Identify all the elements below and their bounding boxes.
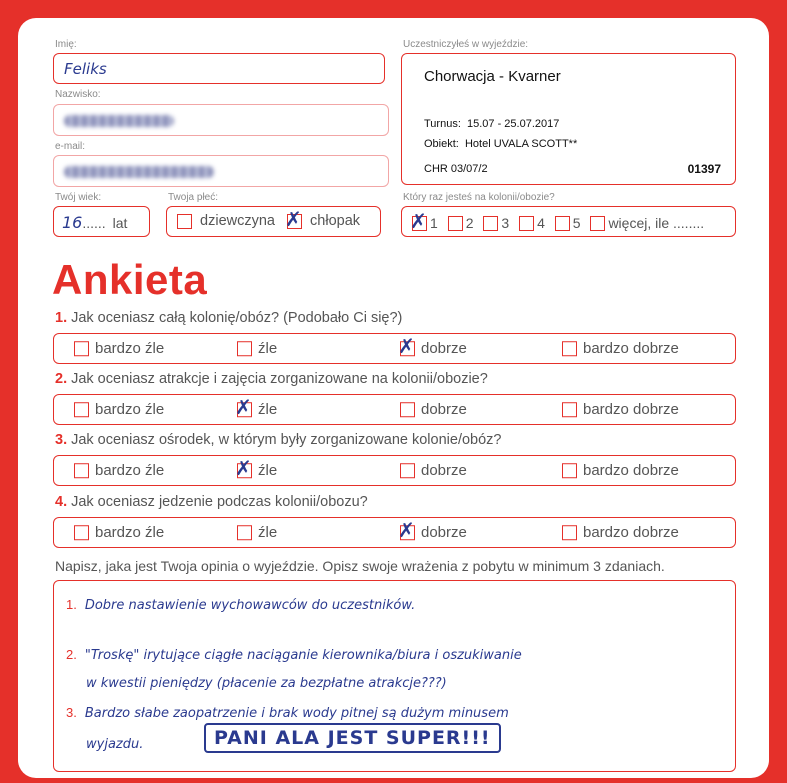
age-dots: ...... [82,215,106,231]
gender-boy-checkbox[interactable]: ✗ [285,206,302,231]
question-2-option-4[interactable] [562,401,679,419]
option-label: źle [258,340,278,358]
option-label: dobrze [421,524,467,542]
times-more-checkbox[interactable] [590,216,605,231]
first-name-field[interactable] [53,53,385,84]
trip-number: 01397 [687,162,721,176]
question-4-text: 4. Jak oceniasz jedzenie podczas kolonii/obozu? [55,494,368,510]
opinion-line-3b: wyjazdu. [86,737,144,752]
opinion-line-2: 2. "Troskę" irytujące ciągłe naciąganie kierownika/biura i oszukiwanie [66,647,522,663]
checkbox[interactable] [562,402,577,417]
times-4-label: 4 [537,215,545,232]
option-label: bardzo źle [95,524,165,542]
question-1-option-1[interactable] [74,340,164,358]
checkbox[interactable] [237,525,252,540]
checkbox[interactable] [562,463,577,478]
email-field[interactable] [53,155,389,187]
checkbox[interactable] [237,341,252,356]
question-4-option-3[interactable] [398,518,467,543]
option-label: bardzo dobrze [583,462,679,480]
option-label: bardzo dobrze [583,340,679,358]
times-label: Który raz jesteś na kolonii/obozie? [403,192,555,203]
question-1-text: 1. Jak oceniasz całą kolonię/obóz? (Podobało Ci się?) [55,310,403,326]
option-label: bardzo dobrze [583,524,679,542]
trip-name: Chorwacja - Kvarner [424,68,561,85]
opinion-line-2b: w kwestii pieniędzy (płacenie za bezpłatne atrakcje???) [86,676,447,691]
gender-field [166,206,381,237]
question-1-option-4[interactable] [562,340,679,358]
checkbox[interactable] [74,341,89,356]
question-3-text: 3. Jak oceniasz ośrodek, w którym były zorganizowane kolonie/obóz? [55,432,502,448]
times-5-checkbox[interactable] [555,216,570,231]
survey-title: Ankieta [52,256,208,303]
trip-obiekt: Obiekt: Hotel UVALA SCOTT** [424,138,578,150]
option-label: bardzo źle [95,462,165,480]
survey-sheet [18,18,769,778]
times-more-label: więcej, ile ........ [608,215,705,232]
times-1-checkbox[interactable]: ✗ [410,208,427,233]
last-name-label: Nazwisko: [55,89,101,100]
checkbox[interactable]: ✗ [398,518,415,543]
trip-code: CHR 03/07/2 [424,163,488,175]
option-label: źle [258,524,278,542]
question-2-option-3[interactable] [400,401,467,419]
checkbox[interactable] [74,402,89,417]
checkbox[interactable]: ✗ [398,334,415,359]
times-2-label: 2 [465,215,474,232]
question-3-option-4[interactable] [562,462,679,480]
age-value: 16 [62,213,83,232]
opinion-prompt: Napisz, jaka jest Twoja opinia o wyjeździe. Opisz swoje wrażenia z pobytu w minimum 3 zdaniach. [55,558,665,574]
option-label: źle [258,401,278,419]
times-4-checkbox[interactable] [519,216,534,231]
gender-girl-checkbox[interactable] [177,214,192,229]
question-4-options [53,517,736,548]
trip-info-box [401,53,736,185]
times-2-checkbox[interactable] [448,216,463,231]
question-3-options [53,455,736,486]
last-name-field[interactable] [53,104,389,136]
trip-turnus: Turnus: 15.07 - 25.07.2017 [424,118,560,130]
checkbox[interactable] [400,402,415,417]
gender-girl-label: dziewczyna [200,213,275,230]
email-redacted [64,166,214,178]
option-label: bardzo dobrze [583,401,679,419]
option-label: dobrze [421,401,467,419]
option-label: bardzo źle [95,401,165,419]
gender-boy-label: chłopak [310,213,361,230]
times-5-label: 5 [572,215,581,232]
times-1-label: 1 [430,215,438,232]
option-label: dobrze [421,340,467,358]
question-2-option-1[interactable] [74,401,164,419]
question-4-option-2[interactable] [237,524,277,542]
opinion-line-3: 3. Bardzo słabe zaopatrzenie i brak wody pitnej są dużym minusem [66,705,509,721]
checkbox[interactable]: ✗ [235,395,252,420]
option-label: dobrze [421,462,467,480]
question-1-option-3[interactable] [398,334,467,359]
question-2-option-2[interactable] [235,395,278,420]
checkbox[interactable] [562,341,577,356]
question-3-option-1[interactable] [74,462,164,480]
gender-label: Twoja płeć: [168,192,219,203]
question-2-options [53,394,736,425]
checkbox[interactable]: ✗ [235,456,252,481]
age-field[interactable] [53,206,150,237]
checkbox[interactable] [562,525,577,540]
question-4-option-1[interactable] [74,524,164,542]
question-1-option-2[interactable] [237,340,277,358]
email-label: e-mail: [55,141,86,152]
times-field [401,206,736,237]
first-name-label: Imię: [55,39,77,50]
question-4-option-4[interactable] [562,524,679,542]
question-3-option-3[interactable] [400,462,467,480]
question-2-text: 2. Jak oceniasz atrakcje i zajęcia zorganizowane na kolonii/obozie? [55,371,488,387]
times-3-label: 3 [501,215,510,232]
option-label: bardzo źle [95,340,165,358]
question-3-option-2[interactable] [235,456,278,481]
checkbox[interactable] [400,463,415,478]
opinion-line-1: 1. Dobre nastawienie wychowawców do uczestników. [66,597,416,613]
first-name-value: Feliks [64,60,107,78]
opinion-textarea[interactable] [53,580,736,772]
last-name-redacted [64,115,174,127]
times-3-checkbox[interactable] [483,216,498,231]
opinion-highlight: PANI ALA JEST SUPER!!! [204,723,501,753]
checkbox[interactable] [74,525,89,540]
option-label: źle [258,462,278,480]
question-1-options [53,333,736,364]
age-unit: lat [112,215,128,231]
trip-label: Uczestniczyłeś w wyjeździe: [403,39,529,50]
age-label: Twój wiek: [55,192,102,203]
checkbox[interactable] [74,463,89,478]
